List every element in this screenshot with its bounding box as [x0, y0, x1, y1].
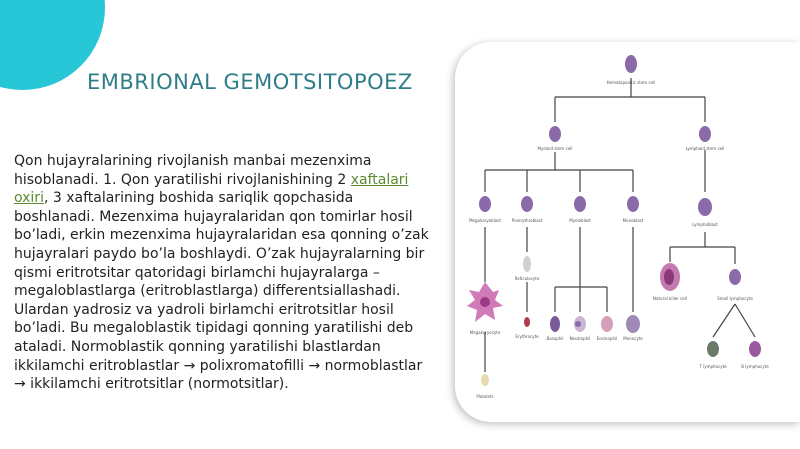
body-text-part-1: Qon hujayralarining rivojlanish manbai mezenxima hisoblanadi. 1. Qon yaratilishi rivojlanishining 2 [14, 153, 372, 188]
cell-monoblast [623, 196, 644, 223]
cell-b-lymphocyte [741, 341, 769, 369]
cell-root [607, 55, 656, 85]
cell-lymphoid [686, 126, 725, 151]
cell-eosinophil [597, 316, 617, 341]
label-root: Hematopoietic stem cell [606, 80, 656, 85]
body-text-part-2: , 3 xaftalarining boshida sariqlik qopchasida boshlanadi. Mezenxima hujayralaridan qon tomirlar hosil bo’ladi, erkin mezenxima hujayralaridan esa qonning o’zak hujayralari paydo bo’la boshlaydi. O’zak hujayralarning bir qismi eritrotsitar qatoridagi birlamchi hujayralarga – megaloblastlarga (eritroblastlarga) differentsiallashadi. Ulardan yadrosiz va yadroli birlamchi eritrotsitlar hosil bo’ladi. Bu megaloblastik tipidagi qonning yaratilishi deb ataladi. Normoblastik qonning yaratilishi blastlardan ikkilamchi eritroblastlar → polixromatofilli → normoblastlar → ikkilamchi eritrotsitlar (normotsitlar). [14, 190, 429, 393]
cell-myeloblast [569, 196, 591, 223]
cell-basophil [546, 316, 563, 341]
label-megakaryocyte: Megakaryocyte [469, 330, 501, 335]
hematopoiesis-diagram [455, 42, 800, 422]
label-monoblast: Monoblast [622, 218, 644, 223]
label-myeloid: Myeloid stem cell [537, 146, 573, 151]
slide-body-text [14, 152, 434, 394]
label-b-lymphocyte: B lymphocyte [741, 364, 769, 369]
cell-lymphoblast [692, 198, 718, 227]
label-nk: Natural killer cell [653, 296, 687, 301]
label-neutrophil: Neutrophil [569, 336, 591, 341]
label-myeloblast: Myeloblast [569, 218, 591, 223]
cell-nk [653, 263, 687, 301]
cell-t-lymphocyte [698, 341, 727, 369]
cell-platelets [476, 374, 493, 399]
cell-small-lymphocyte [717, 269, 753, 301]
cell-megakaryocyte [467, 282, 503, 335]
body-link[interactable]: xaftalari oxiri [14, 171, 409, 207]
label-lymphoblast: Lymphoblast [692, 222, 718, 227]
label-eosinophil: Eosinophil [596, 336, 618, 341]
cell-monocyte [623, 315, 643, 341]
label-reticulocyte: Reticulocyte [514, 276, 540, 281]
label-megakaryoblast: Megakaryoblast [469, 218, 501, 223]
label-proerythroblast: Proerythroblast [511, 218, 543, 223]
cell-megakaryoblast [469, 196, 501, 223]
label-monocyte: Monocyte [623, 336, 643, 341]
label-lymphoid: Lymphoid stem cell [685, 146, 725, 151]
cell-neutrophil [570, 316, 591, 341]
label-erythrocyte: Erythrocyte [515, 334, 539, 339]
label-small-lymphocyte: Small lymphocyte [717, 296, 753, 301]
slide-title: EMBRIONAL GEMOTSITOPOEZ [87, 70, 413, 94]
label-basophil: Basophil [546, 336, 564, 341]
cell-myeloid [538, 126, 573, 151]
cell-erythrocyte [515, 317, 539, 339]
cell-proerythroblast [512, 196, 543, 223]
label-platelets: Platelets [476, 394, 494, 399]
cell-reticulocyte [515, 256, 540, 281]
label-t-lymphocyte: T lymphocyte [699, 364, 727, 369]
hematopoiesis-diagram-card [455, 42, 800, 422]
